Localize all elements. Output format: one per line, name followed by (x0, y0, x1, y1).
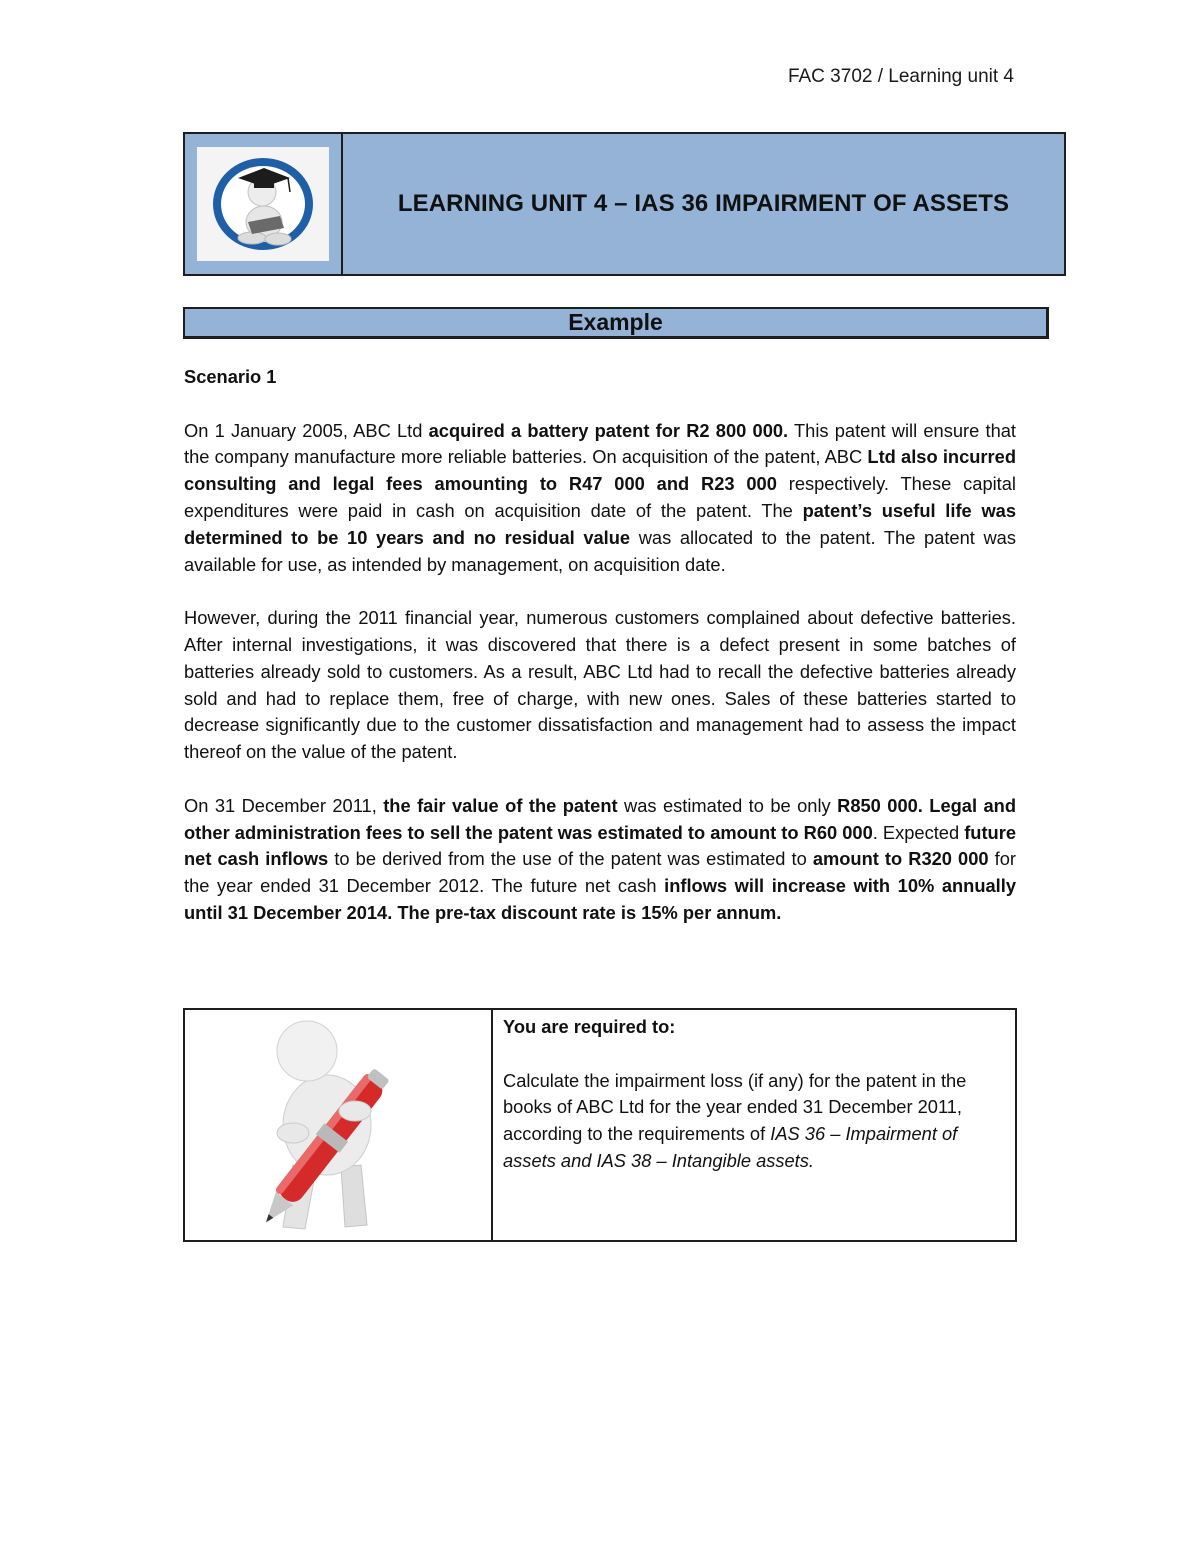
scenario-paragraph-2: However, during the 2011 financial year, numerous customers complained about defective batteries. After internal investigations, it was discovered that there is a defect present in some batches of batteries already sold to customers. As a result, ABC Ltd had to recall the defective batteries already sold and had to replace them, free of charge, with new ones. Sales of these batteries started to decrease significantly due to the customer dissatisfaction and management had to assess the impact thereof on the value of the patent. (184, 607, 1016, 763)
p1-text-3: respectively. These capital expenditures were paid in cash on acquisition date of the patent. The (184, 473, 1016, 521)
p3-bold-1: the fair value of the patent (383, 794, 618, 816)
requirement-standards: IAS 36 – Impairment of assets and IAS 38 – Intangible assets. (503, 1123, 958, 1171)
requirement-table (183, 1008, 1017, 1242)
scenario-heading: Scenario 1 (184, 366, 277, 387)
requirement-body (503, 1068, 1007, 1175)
p3-text-4: to be derived from the use of the patent was estimated to (328, 848, 813, 870)
scenario-paragraph-3 (184, 793, 1016, 927)
person-holding-pen-icon (223, 1015, 453, 1235)
p1-text-4: was allocated to the patent. The patent was available for use, as intended by management, on acquisition date. (184, 526, 1016, 575)
p3-bold-3: future net cash inflows (184, 821, 1017, 870)
graduate-reading-icon (197, 147, 329, 261)
requirement-text: Calculate the impairment loss (if any) for the patent in the books of ABC Ltd for the year ended 31 December 2011, according to the requirements of (503, 1069, 967, 1145)
example-section-bar: Example (183, 307, 1049, 339)
p3-bold-4: amount to R320 000 (812, 848, 989, 870)
p1-bold-1: acquired a battery patent for R2 800 000. (428, 419, 789, 441)
scenario-content (184, 364, 1016, 954)
scenario-paragraph-1 (184, 418, 1016, 579)
requirement-text-cell (493, 1010, 1015, 1240)
unit-title-banner (183, 132, 1066, 276)
p3-text-2: was estimated to be only (617, 794, 838, 816)
p3-bold-2: R850 000. Legal and other administration fees to sell the patent was estimated to amount to R60 000 (184, 794, 1016, 843)
p3-bold-5: inflows will increase with 10% annually until 31 December 2014. The pre-tax discount rate is 15% per annum. (184, 875, 1016, 923)
requirement-heading: You are required to: (503, 1016, 676, 1037)
p3-text-5: for the year ended 31 December 2012. The future net cash (184, 848, 1016, 897)
p1-text-1: On 1 January 2005, ABC Ltd (184, 419, 429, 441)
p3-text-3: . Expected (872, 821, 965, 843)
p1-text-2: This patent will ensure that the company manufacture more reliable batteries. On acquisition of the patent, ABC (184, 419, 1016, 468)
requirement-image-cell (185, 1010, 493, 1240)
running-header: FAC 3702 / Learning unit 4 (787, 66, 1014, 87)
banner-logo-cell (185, 134, 343, 274)
unit-title: LEARNING UNIT 4 – IAS 36 IMPAIRMENT OF ASSETS (397, 190, 1010, 217)
p1-bold-3: patent’s useful life was determined to be 10 years and no residual value (184, 499, 1016, 548)
p1-bold-2: Ltd also incurred consulting and legal fees amounting to R47 000 and R23 000 (184, 446, 1016, 495)
p3-text-1: On 31 December 2011, (184, 794, 384, 816)
